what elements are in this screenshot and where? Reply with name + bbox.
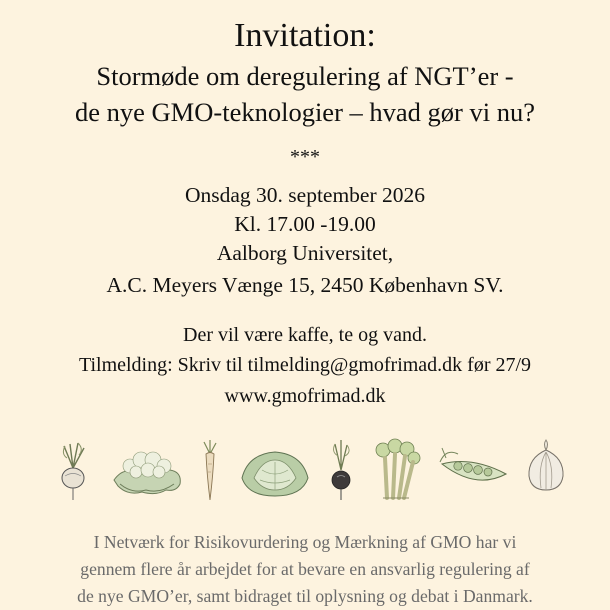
invitation-title: Invitation: bbox=[234, 17, 376, 54]
pea-pod-icon bbox=[436, 440, 512, 502]
event-time: Kl. 17.00 -19.00 bbox=[234, 212, 376, 236]
meeting-title-line-1: Stormøde om deregulering af NGT’er - bbox=[96, 61, 514, 91]
garlic-icon bbox=[525, 440, 567, 502]
cabbage-icon bbox=[238, 440, 312, 502]
event-date: Onsdag 30. september 2026 bbox=[184, 183, 426, 207]
celery-icon bbox=[373, 440, 421, 502]
cauliflower-icon bbox=[110, 440, 184, 502]
refreshments-note: Der vil være kaffe, te og vand. bbox=[183, 324, 427, 346]
intro-line-1: I Netværk for Risikovurdering og Mærkning af GMO har vi bbox=[93, 532, 517, 552]
radish-icon bbox=[328, 440, 354, 502]
meeting-title-line-2: de nye GMO-teknologier – hvad gør vi nu? bbox=[75, 97, 535, 127]
beet-icon bbox=[56, 440, 90, 502]
signup-instructions: Tilmelding: Skriv til tilmelding@gmofrimad.dk før 27/9 bbox=[78, 354, 532, 376]
website-link[interactable]: www.gmofrimad.dk bbox=[224, 385, 386, 407]
intro-line-3: de nye GMO’er, samt bidraget til oplysning og debat i Danmark. bbox=[77, 586, 533, 606]
separator: *** bbox=[290, 146, 320, 168]
parsnip-icon bbox=[199, 440, 221, 502]
event-address: A.C. Meyers Vænge 15, 2450 København SV. bbox=[106, 273, 504, 297]
intro-line-2: gennem flere år arbejdet for at bevare en ansvarlig regulering af bbox=[80, 559, 530, 579]
event-venue: Aalborg Universitet, bbox=[216, 241, 394, 265]
